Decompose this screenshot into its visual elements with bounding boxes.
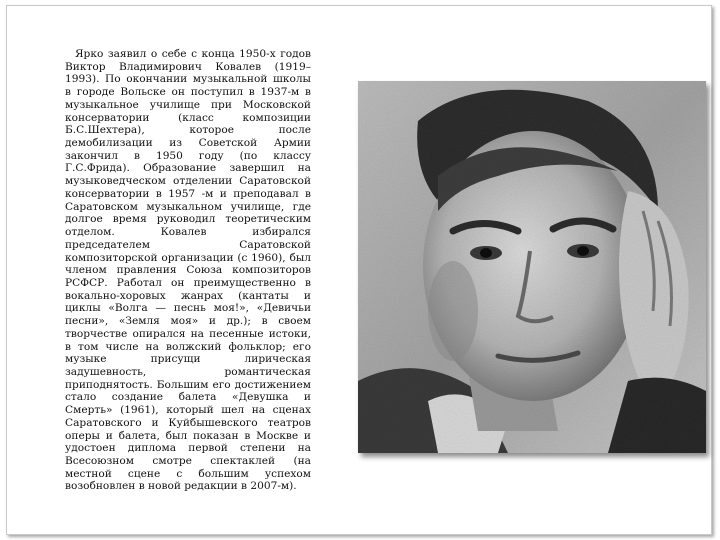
biography-paragraph: Ярко заявил о себе с конца 1950-х годов Виктор Владимирович Ковалев (1919–1993). По окончании музыкальной школы в городе Вольске он поступил в 1937-м в музыкальное училище при Московской консерватории (класс композиции Б.С.Шехтера), которое после демобилизации из Советской Армии закончил в 1950 году (по классу Г.С.Фрида). Образование завершил на музыковедческом отделении Саратовской консерватории в 1957 -м и преподавал в Саратовском музыкальном училище, где долгое время руководил теоретическим отделом. Ковалев избирался председателем Саратовской композиторской организации (с 1960), был членом правления Союза композиторов РСФСР. Работал он преимущественно в вокально-хоровых жанрах (кантаты и циклы «Волга — песнь моя!», «Девичьи песни», «Земля моя» и др.); в своем творчестве опирался на песенные истоки, в том числе на волжский фольклор; его музыке присущи лирическая задушевность, романтическая приподнятость. Большим его достижением стало создание балета «Девушка и Смерть» (1961), который шел на сценах Саратовского и Куйбышевского театров оперы и балета, был показан в Москве и удостоен диплома первой степени на Всесоюзном смотре спектаклей (на местной сцене с большим успехом возобновлен в новой редакции в 2007-м). (65, 48, 311, 493)
portrait-image (358, 81, 706, 453)
slide-frame (6, 5, 712, 535)
biography-text (65, 48, 311, 493)
portrait-photo (358, 81, 706, 453)
